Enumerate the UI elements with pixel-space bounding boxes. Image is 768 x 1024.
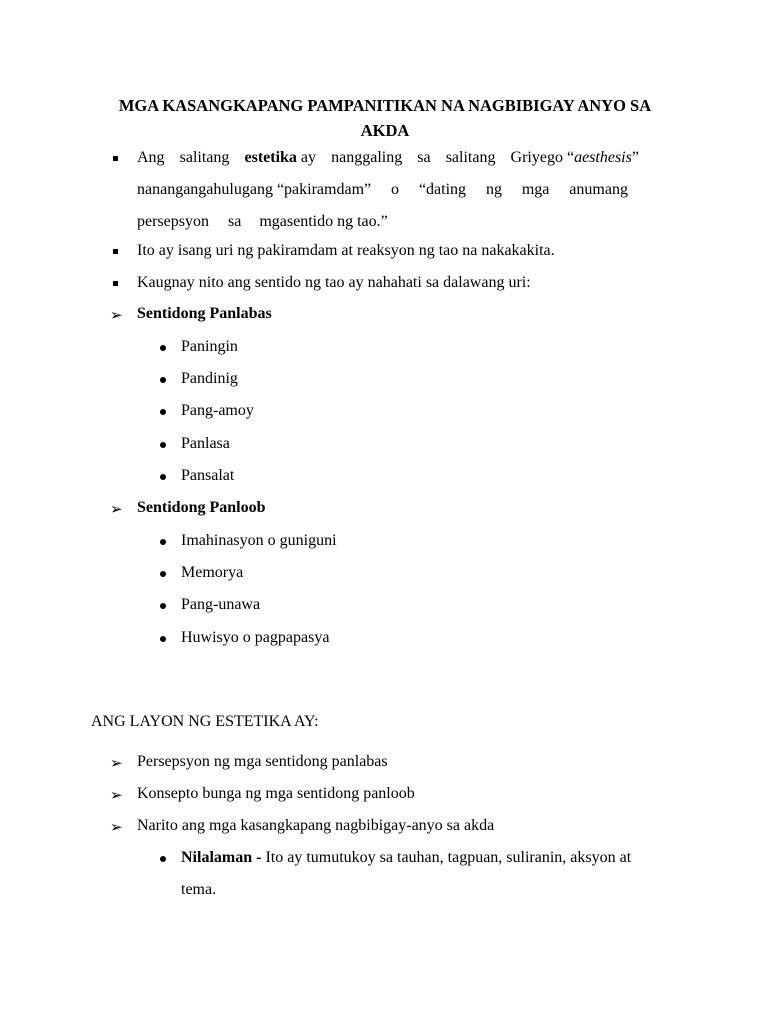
intro-line-3: persepsyon sa mgasentido ng tao.” <box>137 213 388 230</box>
term-estetika: estetika <box>244 149 297 166</box>
dot-bullet-icon <box>160 636 166 642</box>
section-heading: Sentidong Panlabas <box>137 305 272 322</box>
list-item: Konsepto bunga ng mga sentidong panloob <box>137 785 415 802</box>
dot-bullet-icon <box>160 442 166 448</box>
layon-heading: ANG LAYON NG ESTETIKA AY: <box>91 713 319 730</box>
dot-bullet-icon <box>160 539 166 545</box>
dot-bullet-icon <box>160 856 166 862</box>
dot-bullet-icon <box>160 571 166 577</box>
list-item: Pang-amoy <box>181 402 254 419</box>
arrow-bullet-icon: ➢ <box>110 820 123 836</box>
square-bullet-icon <box>113 249 118 254</box>
list-item: Persepsyon ng mga sentidong panlabas <box>137 753 388 770</box>
dot-bullet-icon <box>160 409 166 415</box>
list-item: Pansalat <box>181 467 235 484</box>
arrow-bullet-icon: ➢ <box>110 788 123 804</box>
dot-bullet-icon <box>160 377 166 383</box>
square-bullet-icon <box>113 281 118 286</box>
list-item: Panlasa <box>181 435 230 452</box>
nilalaman-continuation: tema. <box>181 881 217 898</box>
dot-bullet-icon <box>160 345 166 351</box>
section-heading: Sentidong Panloob <box>137 499 266 516</box>
list-item: Memorya <box>181 564 244 581</box>
intro-line-1: Ang salitang estetika ay nanggaling sa salitang Griyego “aesthesis” <box>137 149 639 166</box>
intro-line-2: nanangangahulugang “pakiramdam” o “dating ng mga anumang <box>137 181 628 198</box>
list-item: Imahinasyon o guniguni <box>181 532 337 549</box>
list-item: Pang-unawa <box>181 596 261 613</box>
nilalaman-line: Nilalaman - Ito ay tumutukoy sa tauhan, tagpuan, suliranin, aksyon at <box>181 849 632 866</box>
dot-bullet-icon <box>160 474 166 480</box>
list-item: Narito ang mga kasangkapang nagbibigay-anyo sa akda <box>137 817 495 834</box>
term-nilalaman: Nilalaman - <box>181 849 262 866</box>
arrow-bullet-icon: ➢ <box>110 502 123 518</box>
list-item: Huwisyo o pagpapasya <box>181 629 330 646</box>
term-aesthesis: aesthesis <box>574 149 632 166</box>
bullet-text: Kaugnay nito ang sentido ng tao ay nahahati sa dalawang uri: <box>137 274 531 291</box>
square-bullet-icon <box>113 156 118 161</box>
arrow-bullet-icon: ➢ <box>110 756 123 772</box>
arrow-bullet-icon: ➢ <box>110 308 123 324</box>
document-title: MGA KASANGKAPANG PAMPANITIKAN NA NAGBIBIGAY ANYO SA AKDA <box>118 96 652 140</box>
bullet-text: Ito ay isang uri ng pakiramdam at reaksyon ng tao na nakakakita. <box>137 242 555 259</box>
dot-bullet-icon <box>160 603 166 609</box>
list-item: Pandinig <box>181 370 238 387</box>
list-item: Paningin <box>181 338 238 355</box>
